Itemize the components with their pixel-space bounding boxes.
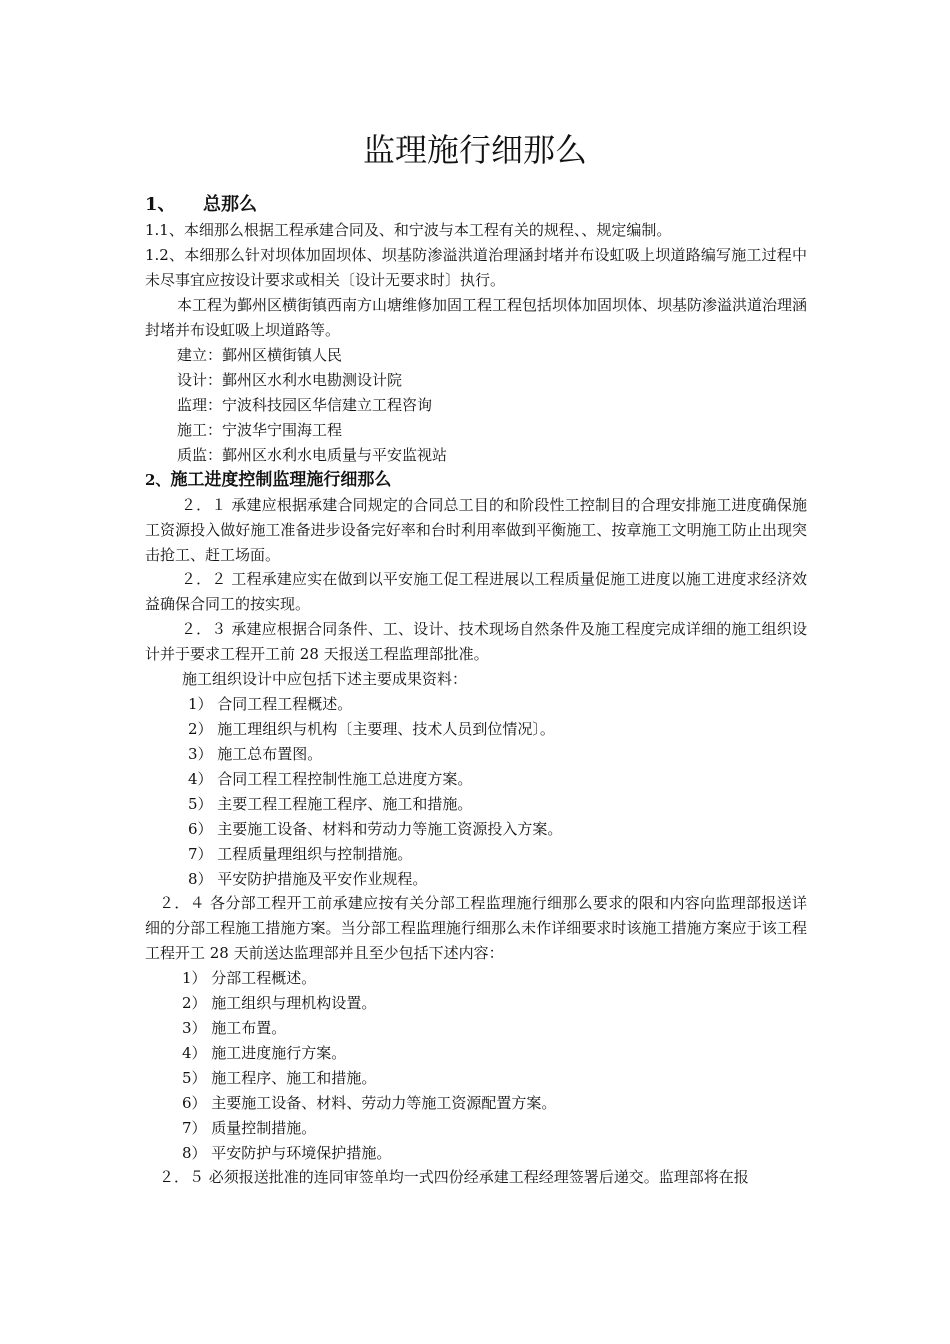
party-designer: 设计：鄞州区水利水电勘测设计院 bbox=[177, 371, 403, 389]
section-1-heading bbox=[145, 192, 257, 218]
list-item: 8） 平安防护与环境保护措施。 bbox=[182, 1144, 392, 1162]
list-item: 7） 质量控制措施。 bbox=[182, 1119, 317, 1137]
list-item: 3） 施工总布置图。 bbox=[188, 745, 323, 763]
list-item: 5） 施工程序、施工和措施。 bbox=[182, 1069, 377, 1087]
party-supervisor: 监理：宁波科技园区华信建立工程咨询 bbox=[177, 396, 433, 414]
section-1-number: 1、 bbox=[145, 194, 176, 215]
section-2-title: 施工进度控制监理施行细那么 bbox=[170, 470, 392, 490]
paragraph-2-4: ２．４ 各分部工程开工前承建应按有关分部工程监理施行细那么要求的限和内容向监理部报送详细的分部工程施工措施方案。当分部工程监理施行细那么未作详细要求时该施工措施方案应于该工程工程开工 28 天前送达监理部并且至少包括下述内容： bbox=[145, 894, 807, 962]
list-item: 7） 工程质量理组织与控制措施。 bbox=[188, 845, 413, 863]
document-title: 监理施行细那么 bbox=[362, 131, 587, 169]
list-item: 3） 施工布置。 bbox=[182, 1019, 287, 1037]
list-item: 1） 合同工程工程概述。 bbox=[188, 695, 353, 713]
paragraph-1-2: 1.2、本细那么针对坝体加固坝体、坝基防渗溢洪道治理涵封堵并布设虹吸上坝道路编写施工过程中未尽事宜应按设计要求或相关〔设计无要求时〕执行。 bbox=[145, 246, 807, 289]
paragraph-2-2: ２．２ 工程承建应实在做到以平安施工促工程进展以工程质量促施工进度以施工进度求经济效益确保合同工的按实现。 bbox=[145, 570, 807, 613]
outline-intro: 施工组织设计中应包括下述主要成果资料： bbox=[182, 670, 468, 688]
list-item: 4） 合同工程工程控制性施工总进度方案。 bbox=[188, 770, 473, 788]
list-item: 2） 施工理组织与机构〔主要理、技术人员到位情况〕。 bbox=[188, 720, 555, 738]
list-item: 4） 施工进度施行方案。 bbox=[182, 1044, 347, 1062]
paragraph-2-5: ２．５ 必须报送批准的连同审签单均一式四份经承建工程经理签署后递交。监理部将在报 bbox=[159, 1168, 749, 1186]
party-contractor: 施工：宁波华宁围海工程 bbox=[177, 421, 343, 439]
list-item: 6） 主要施工设备、材料和劳动力等施工资源投入方案。 bbox=[188, 820, 563, 838]
section-2-heading bbox=[145, 467, 391, 493]
list-item: 1） 分部工程概述。 bbox=[182, 969, 317, 987]
section-2-number: 2、 bbox=[145, 471, 171, 489]
list-item: 6） 主要施工设备、材料、劳动力等施工资源配置方案。 bbox=[182, 1094, 557, 1112]
list-item: 5） 主要工程工程施工程序、施工和措施。 bbox=[188, 795, 473, 813]
list-item: 2） 施工组织与理机构设置。 bbox=[182, 994, 377, 1012]
paragraph-project-intro: 本工程为鄞州区横街镇西南方山塘维修加固工程工程包括坝体加固坝体、坝基防渗溢洪道治理涵封堵并布设虹吸上坝道路等。 bbox=[145, 296, 808, 339]
paragraph-2-1: ２．１ 承建应根据承建合同规定的合同总工目的和阶段性工控制目的合理安排施工进度确保施工资源投入做好施工准备进步设备完好率和台时利用率做到平衡施工、按章施工文明施工防止出现突击抢工、赶工场面。 bbox=[145, 496, 807, 564]
party-builder: 建立：鄞州区横街镇人民 bbox=[177, 346, 343, 364]
paragraph-2-3: ２．３ 承建应根据合同条件、工、设计、技术现场自然条件及施工程度完成详细的施工组织设计并于要求工程开工前 28 天报送工程监理部批准。 bbox=[145, 620, 807, 663]
party-quality-supervision: 质监：鄞州区水利水电质量与平安监视站 bbox=[177, 446, 448, 464]
paragraph-1-1: 1.1、本细那么根据工程承建合同及、和宁波与本工程有关的规程、、规定编制。 bbox=[145, 221, 672, 239]
section-1-title: 总那么 bbox=[203, 194, 257, 215]
list-item: 8） 平安防护措施及平安作业规程。 bbox=[188, 870, 428, 888]
